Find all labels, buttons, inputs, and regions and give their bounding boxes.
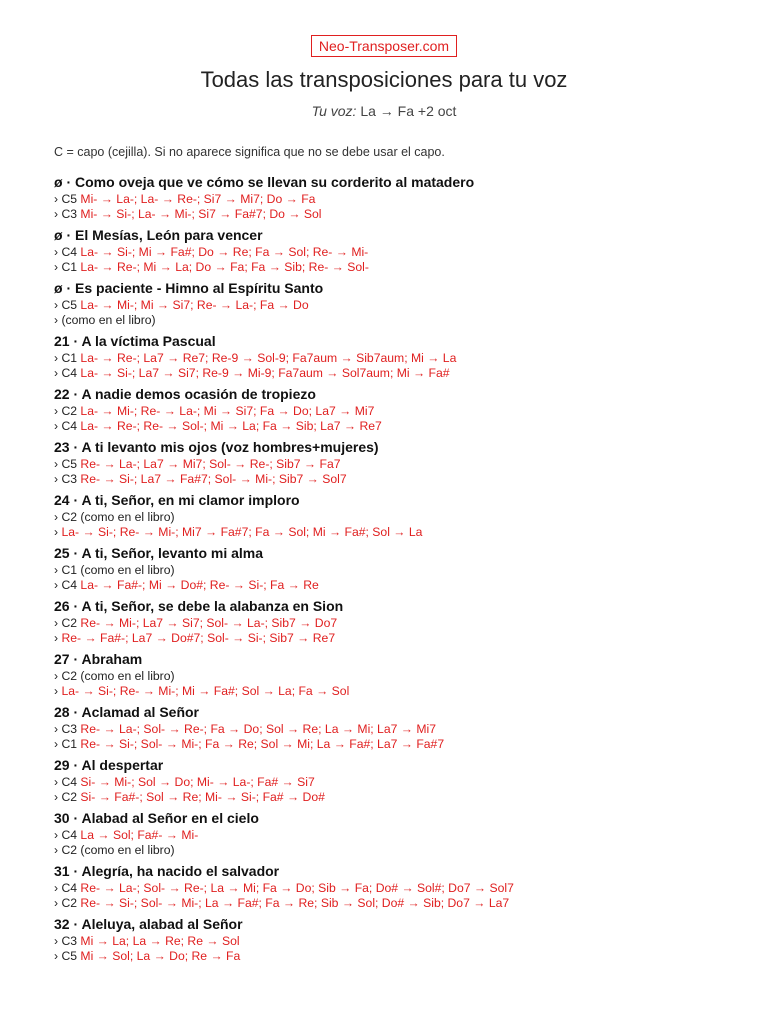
capo-label: C4 [61,366,81,380]
transposition-line [54,843,754,858]
transposition-line [54,525,754,540]
chord-transposition: Mi → Sol; La → Do; Re → Fa [80,949,241,963]
transposition-line [54,472,754,487]
song-number: 31 [54,863,70,879]
transposition-line [54,366,754,381]
transposition-line [54,313,754,328]
chevron-right-icon: › [54,563,62,577]
chevron-right-icon: › [54,616,62,630]
chord-transposition: Re- → Si-; La7 → Fa#7; Sol- → Mi-; Sib7 → Sol7 [80,472,347,486]
song-entry [54,597,754,646]
capo-label: C2 [61,669,81,683]
song-entry [54,332,754,381]
song-name: A nadie demos ocasión de tropiezo [81,386,316,402]
chord-transposition: La- → Si-; La7 → Si7; Re-9 → Mi-9; Fa7aum → Sol7aum; Mi → Fa# [80,366,450,380]
chord-transposition: La → Sol; Fa#- → Mi- [80,828,199,842]
chevron-right-icon: › [54,949,62,963]
capo-label: C3 [61,934,81,948]
capo-label: C3 [61,722,81,736]
chord-transposition: La- → Mi-; Re- → La-; Mi → Si7; Fa → Do; La7 → Mi7 [80,404,375,418]
transposition-line [54,207,754,222]
song-number: ø [54,174,63,190]
voice-label: Tu voz: [311,103,357,119]
song-entry [54,915,754,964]
song-separator: · [69,757,82,773]
chevron-right-icon: › [54,669,62,683]
transposition-line [54,828,754,843]
song-separator: · [69,333,82,349]
song-entry [54,491,754,540]
song-separator: · [69,810,82,826]
chevron-right-icon: › [54,578,62,592]
song-number: 25 [54,545,70,561]
chord-transposition: Re- → La-; Sol- → Re-; Fa → Do; Sol → Re; La → Mi; La7 → Mi7 [80,722,436,736]
song-name: Alabad al Señor en el cielo [81,810,259,826]
song-title[interactable] [54,703,754,722]
transposition-line [54,896,754,911]
chord-transposition: La- → Si-; Mi → Fa#; Do → Re; Fa → Sol; Re- → Mi- [80,245,369,259]
song-name: A ti, Señor, en mi clamor imploro [81,492,300,508]
song-separator: · [69,916,82,932]
capo-label: C5 [61,457,81,471]
capo-label: C1 [61,737,81,751]
book-note: (como en el libro) [80,843,175,857]
song-title[interactable] [54,491,754,510]
song-number: 22 [54,386,70,402]
transposition-line [54,510,754,525]
transposition-line [54,737,754,752]
chord-transposition: La- → Mi-; Mi → Si7; Re- → La-; Fa → Do [80,298,309,312]
transposition-line [54,298,754,313]
transposition-line [54,192,754,207]
transposition-line [54,790,754,805]
song-title[interactable] [54,385,754,404]
chevron-right-icon: › [54,896,62,910]
chord-transposition: La- → Si-; Re- → Mi-; Mi → Fa#; Sol → La; Fa → Sol [61,684,350,698]
chevron-right-icon: › [54,843,62,857]
chord-transposition: La- → Re-; Re- → Sol-; Mi → La; Fa → Sib; La7 → Re7 [80,419,382,433]
song-name: Como oveja que ve cómo se llevan su corderito al matadero [75,174,475,190]
capo-label: C2 [61,896,81,910]
song-entry [54,703,754,752]
transposition-line [54,775,754,790]
transposition-line [54,404,754,419]
chevron-right-icon: › [54,245,62,259]
song-separator: · [62,280,76,296]
chevron-right-icon: › [54,525,62,539]
song-separator: · [69,651,82,667]
chevron-right-icon: › [54,631,62,645]
song-number: 32 [54,916,70,932]
song-separator: · [69,439,82,455]
chevron-right-icon: › [54,828,62,842]
transposition-line [54,260,754,275]
chord-transposition: La- → Re-; La7 → Re7; Re-9 → Sol-9; Fa7aum → Sib7aum; Mi → La [80,351,457,365]
chord-transposition: Re- → Mi-; La7 → Si7; Sol- → La-; Sib7 → Do7 [80,616,338,630]
voice-line [0,101,768,121]
song-title[interactable] [54,809,754,828]
capo-label: C3 [61,207,81,221]
book-note: (como en el libro) [80,563,175,577]
transposition-line [54,669,754,684]
chevron-right-icon: › [54,684,62,698]
page-title: Todas las transposiciones para tu voz [200,67,568,92]
transposition-line [54,934,754,949]
song-number: 24 [54,492,70,508]
chevron-right-icon: › [54,404,62,418]
chevron-right-icon: › [54,457,62,471]
song-number: ø [54,227,63,243]
song-name: A ti, Señor, se debe la alabanza en Sion [81,598,344,614]
transposition-line [54,457,754,472]
capo-label: C4 [61,775,81,789]
song-name: Aleluya, alabad al Señor [81,916,243,932]
song-name: A ti levanto mis ojos (voz hombres+mujeres) [81,439,379,455]
chevron-right-icon: › [54,722,62,736]
transposition-line [54,616,754,631]
song-name: El Mesías, León para vencer [75,227,263,243]
song-list [54,173,754,964]
transposition-line [54,631,754,646]
song-number: 23 [54,439,70,455]
capo-label: C2 [61,404,81,418]
chord-transposition: Re- → La-; La7 → Mi7; Sol- → Re-; Sib7 → Fa7 [80,457,341,471]
chevron-right-icon: › [54,419,62,433]
song-separator: · [62,174,76,190]
chord-transposition: Re- → Si-; Sol- → Mi-; Fa → Re; Sol → Mi; La → Fa#; La7 → Fa#7 [80,737,445,751]
song-name: A ti, Señor, levanto mi alma [81,545,264,561]
song-entry [54,173,754,222]
chevron-right-icon: › [54,881,62,895]
song-entry [54,544,754,593]
chord-transposition: La- → Re-; Mi → La; Do → Fa; Fa → Sib; Re- → Sol- [80,260,369,274]
capo-label: C1 [61,260,81,274]
transposition-line [54,578,754,593]
song-separator: · [69,704,82,720]
song-number: 29 [54,757,70,773]
song-entry [54,862,754,911]
chevron-right-icon: › [54,934,62,948]
transposition-line [54,881,754,896]
song-entry [54,650,754,699]
voice-value: La → Fa +2 oct [360,103,457,119]
song-title[interactable] [54,915,754,934]
capo-label: C1 [61,563,81,577]
chevron-right-icon: › [54,366,62,380]
song-title[interactable] [54,862,754,881]
song-name: Es paciente - Himno al Espíritu Santo [75,280,324,296]
chevron-right-icon: › [54,207,62,221]
song-entry [54,438,754,487]
song-name: A la víctima Pascual [81,333,216,349]
song-name: Al despertar [81,757,164,773]
song-name: Abraham [81,651,143,667]
song-title[interactable] [54,279,754,298]
capo-label: C5 [61,192,81,206]
song-separator: · [69,492,82,508]
chevron-right-icon: › [54,313,62,327]
song-separator: · [69,863,82,879]
song-title[interactable] [54,650,754,669]
chord-transposition: Re- → Fa#-; La7 → Do#7; Sol- → Si-; Sib7 → Re7 [61,631,336,645]
chevron-right-icon: › [54,260,62,274]
transposition-line [54,419,754,434]
chord-transposition: La- → Si-; Re- → Mi-; Mi7 → Fa#7; Fa → Sol; Mi → Fa#; Sol → La [61,525,423,539]
chord-transposition: Si- → Mi-; Sol → Do; Mi- → La-; Fa# → Si7 [80,775,315,789]
capo-label: C4 [61,828,81,842]
capo-label: C5 [61,298,81,312]
chevron-right-icon: › [54,351,62,365]
capo-label: C1 [61,351,81,365]
song-number: 27 [54,651,70,667]
chord-transposition: Re- → Si-; Sol- → Mi-; La → Fa#; Fa → Re; Sib → Sol; Do# → Sib; Do7 → La7 [80,896,510,910]
capo-label: C2 [61,843,81,857]
capo-label: C4 [61,419,81,433]
capo-note: C = capo (cejilla). Si no aparece significa que no se debe usar el capo. [54,145,445,159]
capo-label: C4 [61,881,81,895]
chord-transposition: Mi- → Si-; La- → Mi-; Si7 → Fa#7; Do → Sol [80,207,322,221]
transposition-line [54,949,754,964]
capo-label: C2 [61,616,81,630]
chevron-right-icon: › [54,298,62,312]
transposition-line [54,351,754,366]
song-name: Aclamad al Señor [81,704,199,720]
song-number: 21 [54,333,70,349]
song-title[interactable] [54,544,754,563]
song-number: ø [54,280,63,296]
song-entry [54,756,754,805]
chord-transposition: Si- → Fa#-; Sol → Re; Mi- → Si-; Fa# → Do# [80,790,325,804]
song-separator: · [69,386,82,402]
chord-transposition: Mi → La; La → Re; Re → Sol [80,934,240,948]
song-entry [54,279,754,328]
song-title[interactable] [54,756,754,775]
brand-wrap [0,0,768,57]
transposition-line [54,684,754,699]
chevron-right-icon: › [54,510,62,524]
capo-label: C2 [61,790,81,804]
song-title[interactable] [54,173,754,192]
chevron-right-icon: › [54,472,62,486]
book-note: (como en el libro) [61,313,156,327]
song-name: Alegría, ha nacido el salvador [81,863,280,879]
book-note: (como en el libro) [80,669,175,683]
brand-link[interactable]: Neo-Transposer.com [311,35,457,57]
transposition-line [54,722,754,737]
song-title[interactable] [54,597,754,616]
capo-label: C4 [61,245,81,259]
song-separator: · [69,598,82,614]
song-title[interactable] [54,226,754,245]
song-entry [54,385,754,434]
chord-transposition: Mi- → La-; La- → Re-; Si7 → Mi7; Do → Fa [80,192,316,206]
chevron-right-icon: › [54,192,62,206]
chevron-right-icon: › [54,790,62,804]
chord-transposition: Re- → La-; Sol- → Re-; La → Mi; Fa → Do; Sib → Fa; Do# → Sol#; Do7 → Sol7 [80,881,514,895]
song-title[interactable] [54,438,754,457]
capo-label: C5 [61,949,81,963]
capo-label: C2 [61,510,81,524]
transposition-line [54,563,754,578]
chevron-right-icon: › [54,775,62,789]
chord-transposition: La- → Fa#-; Mi → Do#; Re- → Si-; Fa → Re [80,578,319,592]
song-number: 30 [54,810,70,826]
song-title[interactable] [54,332,754,351]
song-entry [54,809,754,858]
book-note: (como en el libro) [80,510,175,524]
song-separator: · [69,545,82,561]
transposition-line [54,245,754,260]
song-entry [54,226,754,275]
song-number: 26 [54,598,70,614]
song-number: 28 [54,704,70,720]
capo-label: C3 [61,472,81,486]
song-separator: · [62,227,76,243]
chevron-right-icon: › [54,737,62,751]
capo-label: C4 [61,578,81,592]
